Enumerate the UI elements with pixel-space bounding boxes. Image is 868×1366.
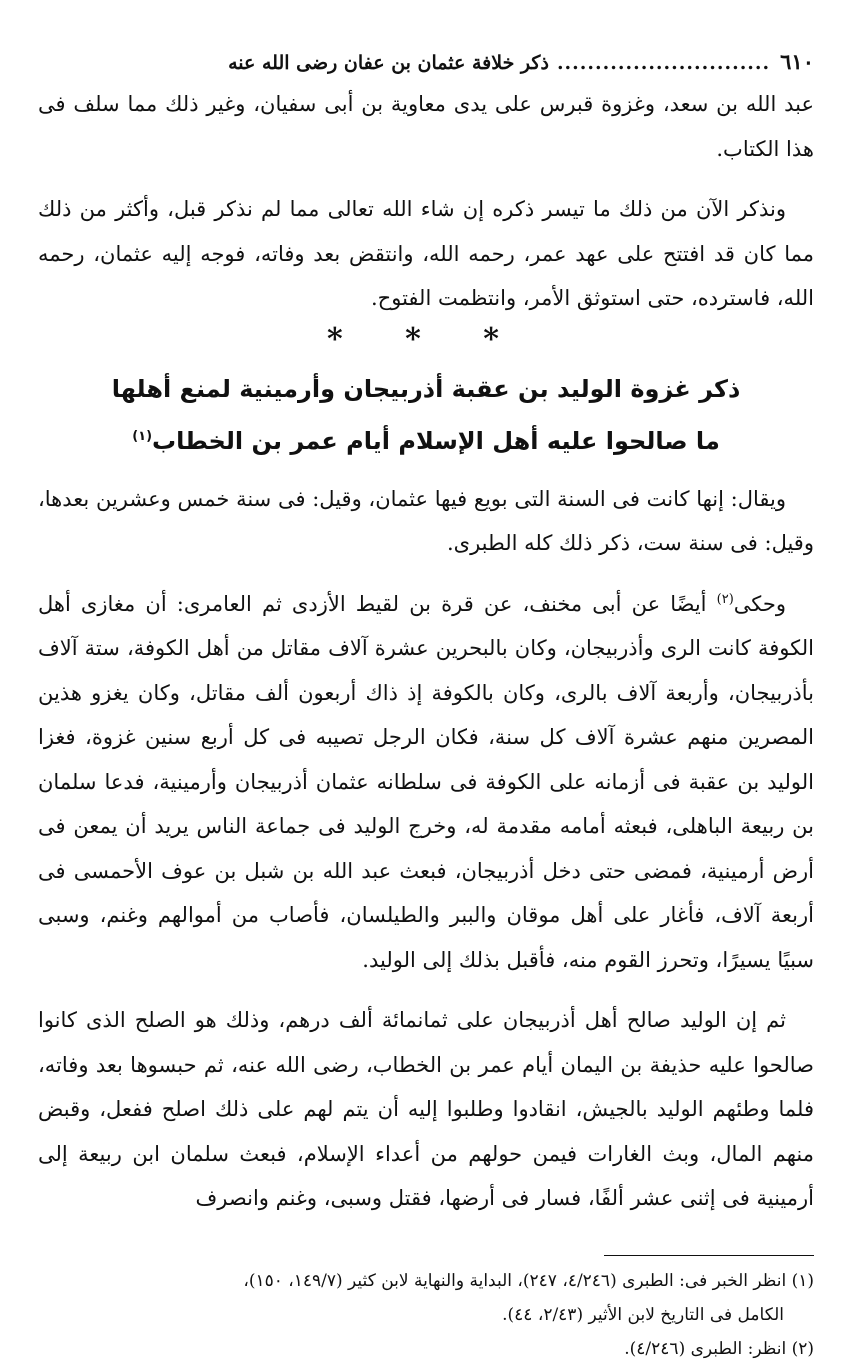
paragraph-intro: ونذكر الآن من ذلك ما تيسر ذكره إن شاء الله تعالى مما لم نذكر قبل، وأكثر من ذلك مما كان قد افتتح على عهد عمر، رحمه الله، وانتقض بعد وفاته، فوجه إليه عثمان، رحمه الله، فاسترده، حتى استوثق الأمر، وانتظمت الفتوح. [38, 197, 814, 310]
paragraph-2 [38, 582, 814, 983]
footnote-1-continuation: الكامل فى التاريخ لابن الأثير (٢/٤٣، ٤٤). [502, 1304, 784, 1325]
footnote-rule [604, 1255, 814, 1256]
footnote-ref-1: (١) [132, 428, 153, 444]
footnote-ref-2: (٢) [716, 591, 734, 607]
paragraph-2-lead: وحكى [733, 591, 786, 616]
book-page [38, 42, 815, 1359]
paragraph-continuation: عبد الله بن سعد، وغزوة قبرس على يدى معاوية بن أبى سفيان، وغير ذلك مما سلف فى هذا الكتاب. [38, 92, 814, 161]
paragraph-2-text: أيضًا عن أبى مخنف، عن قرة بن لقيط الأزدى ثم العامرى: أن مغازى أهل الكوفة كانت الرى وأذربيجان، وكان بالبحرين عشرة آلاف مقاتل من أهل الكوفة، ستة آلاف بأذربيجان، وأربعة آلاف بالرى، وكان بالكوفة إذ ذاك أربعون ألف مقاتل، وكان يغزو هذين المصرين منهم عشرة آلاف كل سنة، فكان الرجل تصيبه فى كل أربع سنين غزوة، فغزا الوليد بن عقبة فى أزمانه على الكوفة فى سلطانه عثمان أذربيجان وأرمينية، فدعا سلمان بن ربيعة الباهلى، فبعثه أمامه مقدمة له، وخرج الوليد فى جماعة الناس يريد أن يمعن فى أرض أرمينية، فمضى حتى دخل أذربيجان، فبعث عبد الله بن شبل بن عوف الأحمسى فى أربعة آلاف، فأغار على أهل موقان والببر والطيلسان، فأصاب من أموالهم وغنم، وسبى سبيًا يسيرًا، وتحرز القوم منه، فأقبل بذلك إلى الوليد. [38, 591, 814, 972]
paragraph-1 [38, 477, 814, 566]
section-heading-line-1: ذكر غزوة الوليد بن عقبة أذربيجان وأرمينية لمنع أهلها [111, 374, 741, 403]
footnote-2: (٢) انظر: الطبرى (٤/٢٤٦). [624, 1338, 814, 1359]
heading-line-2-text: ما صالحوا عليه أهل الإسلام أيام عمر بن الخطاب [152, 426, 720, 455]
section-heading-line-2 [38, 415, 814, 467]
footnote-1: (١) انظر الخبر فى: الطبرى (٤/٢٤٦، ٢٤٧)، البداية والنهاية لابن كثير (١٤٩/٧، ١٥٠)، [243, 1270, 814, 1291]
paragraph-3 [38, 998, 814, 1221]
leader-dots: ............................ [556, 52, 771, 74]
footnotes [38, 1264, 814, 1366]
running-head [38, 42, 814, 82]
paragraph-3-text: ثم إن الوليد صالح أهل أذربيجان على ثمانمائة ألف درهم، وذلك هو الصلح الذى كانوا صالحوا عليه حذيفة بن اليمان أيام عمر بن الخطاب، رضى الله عنه، ثم حبسوها بعد وفاته، فلما وطئهم الوليد بالجيش، انقادوا وطلبوا إليه أن يتم لهم على ذلك اصلح ففعل، وقبض منهم المال، وبث الغارات فيمن حولهم من أعداء الإسلام، فبعث سلمان ابن ربيعة إلى أرمينية فى إثنى عشر ألفًا، فسار فى أرضها، فقتل وسبى، وغنم وانصرف [38, 1008, 815, 1210]
running-head-title: ذكر خلافة عثمان بن عفان رضى الله عنه [228, 52, 549, 74]
paragraph-1-text: ويقال: إنها كانت فى السنة التى بويع فيها عثمان، وقيل: فى سنة خمس وعشرين بعدها، وقيل: فى سنة ست، ذكر ذلك كله الطبرى. [38, 486, 814, 555]
page-number: ٦١٠ [780, 49, 814, 74]
section-separator: * * * [327, 321, 525, 357]
